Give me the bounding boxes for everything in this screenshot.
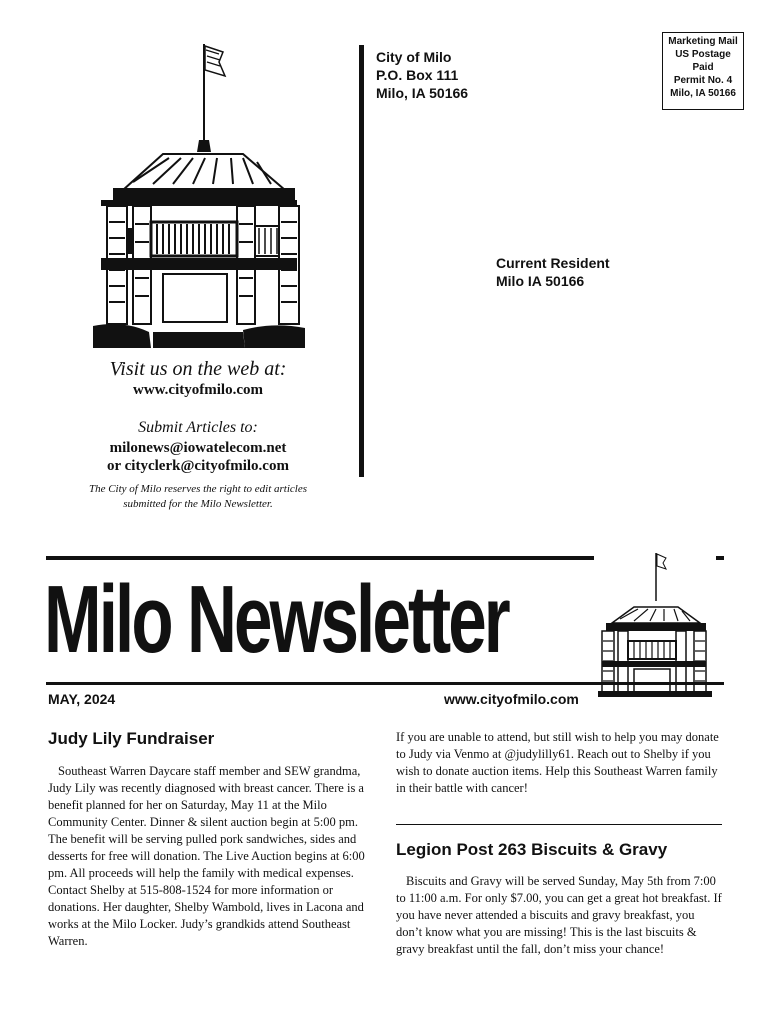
article-title-judy-lily: Judy Lily Fundraiser — [48, 729, 215, 748]
postage-line: Milo, IA 50166 — [670, 88, 736, 99]
postage-line: Permit No. 4 — [673, 75, 733, 86]
submit-articles-label: Submit Articles to: — [138, 419, 258, 436]
gazebo-logo — [594, 549, 716, 699]
visit-web-label: Visit us on the web at: — [109, 358, 287, 380]
recipient-address — [496, 254, 610, 290]
newsletter-title: Milo Newsletter — [44, 566, 508, 673]
recipient-line: Milo IA 50166 — [496, 273, 585, 289]
masthead-website-link[interactable]: www.cityofmilo.com — [444, 691, 579, 707]
return-address-line: City of Milo — [376, 49, 452, 65]
article-title-biscuits-gravy: Legion Post 263 Biscuits & Gravy — [396, 840, 668, 859]
postage-line: US Postage — [675, 49, 731, 60]
recipient-line: Current Resident — [496, 255, 610, 271]
section-divider — [396, 824, 722, 825]
article-continuation-judy-lily: If you are unable to attend, but still wish to help you may donate to Judy via Venmo at @judylilly61. Reach out to Shelby if you wish to donate auction items. Help this Southeast Warren family in their battle with cancer! — [396, 730, 719, 795]
gazebo-illustration — [93, 42, 305, 352]
return-address-line: Milo, IA 50166 — [376, 85, 469, 101]
issue-date: MAY, 2024 — [48, 691, 116, 707]
article-body-biscuits-gravy: Biscuits and Gravy will be served Sunday, May 5th from 7:00 to 11:00 a.m. For only $7.00, you can get a great hot breakfast. If you have never attended a biscuits and gravy breakfast, you don’t know what you are missing! This is the last biscuits & gravy breakfast until the fall, don’t miss your chance! — [396, 874, 722, 956]
postage-line: Marketing Mail — [668, 36, 738, 47]
return-address-line: P.O. Box 111 — [376, 67, 459, 83]
return-address — [376, 48, 468, 102]
postage-indicia — [662, 32, 744, 110]
disclaimer-line: The City of Milo reserves the right to edit articles — [88, 483, 308, 495]
postage-line: Paid — [692, 62, 714, 73]
editing-disclaimer — [60, 482, 336, 512]
email-link-milonews[interactable]: milonews@iowatelecom.net — [109, 440, 287, 456]
address-divider — [359, 45, 364, 477]
website-link[interactable]: www.cityofmilo.com — [133, 382, 263, 398]
masthead-bottom-rule — [46, 682, 724, 685]
email-link-cityclerk[interactable]: or cityclerk@cityofmilo.com — [107, 458, 289, 474]
disclaimer-line: submitted for the Milo Newsletter. — [123, 498, 273, 510]
article-body-judy-lily: Southeast Warren Daycare staff member and SEW grandma, Judy Lily was recently diagnosed with breast cancer. There is a benefit planned for her on Saturday, May 11 at the Milo Community Center. Dinner & silent auction begin at 5:00 pm. The benefit will be serving pulled pork sandwiches, sides and desserts for free will donation. The Live Auction begins at 6:00 pm. All proceeds will help the family with medical expenses. Contact Shelby at 515-808-1524 for more information or donations. Her daughter, Shelby Wambold, lives in Lacona and works at the Milo Locker. Judy’s grandkids attend Southeast Warren. — [48, 764, 365, 948]
